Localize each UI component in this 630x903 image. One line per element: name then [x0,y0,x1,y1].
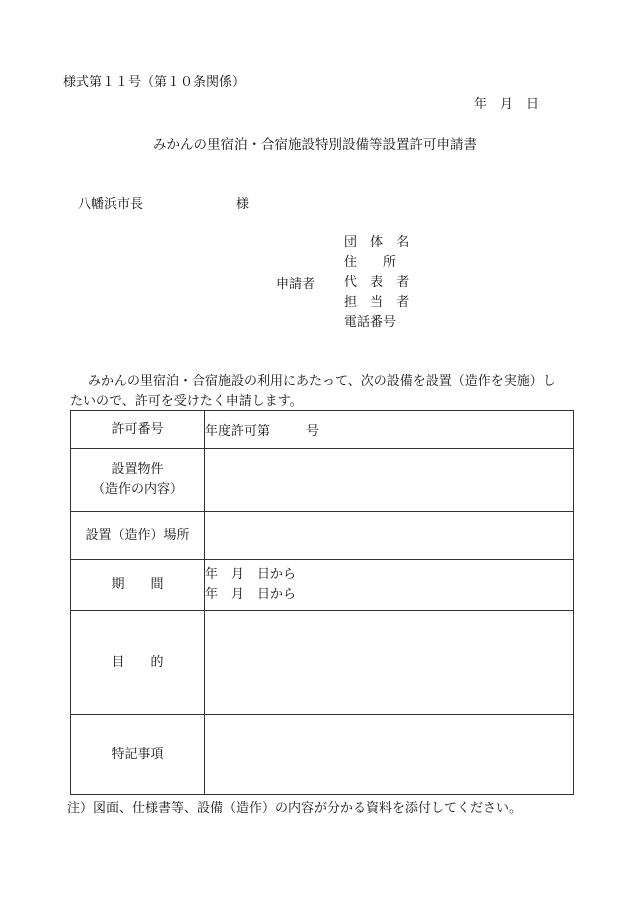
remarks-label: 特記事項 [71,715,205,795]
intro-line-2: たいので、許可を受けたく申請します。 [70,394,303,409]
document-title: みかんの里宿泊・合宿施設特別設備等設置許可申請書 [153,137,477,153]
table-row-period [71,560,574,611]
permit-number-prefix: 年度許可第 [205,424,271,439]
table-row-place [71,512,574,560]
intro-paragraph [70,372,576,412]
applicant-field-contact: 担 当 者 [344,295,414,310]
form-number: 様式第１１号（第１０条関係） [63,75,246,90]
place-field[interactable] [205,512,574,560]
period-field[interactable] [205,560,574,611]
period-label: 期 間 [71,560,205,611]
table-row-item [71,449,574,512]
applicant-field-org: 団 体 名 [344,235,414,250]
intro-line-1: みかんの里宿泊・合宿施設の利用にあたって、次の設備を設置（造作を実施）し [88,374,556,389]
applicant-field-address: 住 所 [344,255,397,270]
table-row-permit [71,411,574,449]
remarks-field[interactable] [205,715,574,795]
permit-number-label: 許可番号 [71,411,205,449]
applicant-label: 申請者 [276,277,316,292]
footnote: 注）図面、仕様書等、設備（造作）の内容が分かる資料を添付してください。 [67,801,523,816]
table-row-remarks [71,715,574,795]
permit-number-suffix: 号 [306,424,320,439]
purpose-field[interactable] [205,611,574,715]
table-row-purpose [71,611,574,715]
addressee-name: 八幡浜市長 [78,197,144,212]
item-label-line-1: 設置物件 [111,462,164,477]
application-table [70,410,574,795]
place-label: 設置（造作）場所 [71,512,205,560]
permit-number-field[interactable] [205,411,574,449]
item-label [71,449,205,512]
applicant-field-phone: 電話番号 [344,315,397,330]
applicant-field-representative: 代 表 者 [344,275,414,290]
addressee-honorific: 様 [236,197,250,212]
item-label-line-2: （造作の内容） [91,482,183,497]
period-line-1: 年 月 日から [205,567,297,582]
purpose-label: 目 的 [71,611,205,715]
period-line-2: 年 月 日から [205,587,297,602]
applicant-fields [344,233,414,333]
date-line: 年 月 日 [474,97,540,112]
item-field[interactable] [205,449,574,512]
